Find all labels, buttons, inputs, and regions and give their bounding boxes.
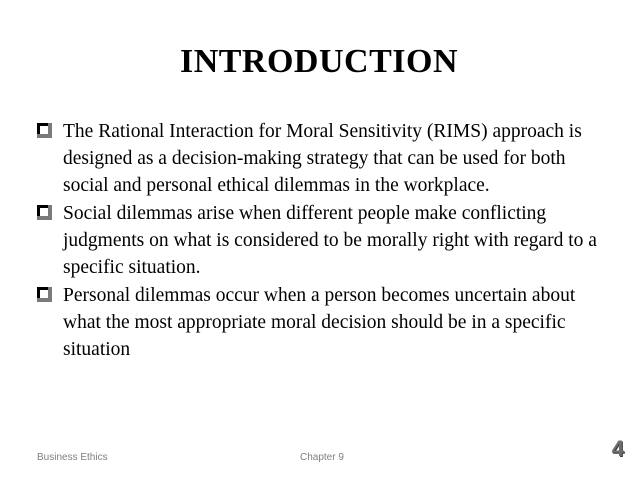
bullet-text: Social dilemmas arise when different people make conflicting judgments on what is considered to be morally right with regard to a specific situation. xyxy=(63,203,597,278)
hollow-square-bullet-icon xyxy=(37,287,52,302)
bullet-item xyxy=(37,282,607,363)
hollow-square-bullet-icon xyxy=(37,123,52,138)
footer-course: Business Ethics xyxy=(37,452,108,463)
footer-chapter: Chapter 9 xyxy=(300,452,344,463)
slide-title: INTRODUCTION xyxy=(179,43,459,80)
bullet-text: Personal dilemmas occur when a person becomes uncertain about what the most appropriate moral decision should be in a specific situation xyxy=(63,285,576,360)
bullet-item xyxy=(37,200,607,281)
bullet-text: The Rational Interaction for Moral Sensitivity (RIMS) approach is designed as a decision-making strategy that can be used for both social and personal ethical dilemmas in the workplace. xyxy=(63,121,582,196)
page-number: 4 xyxy=(611,436,624,461)
bullet-list xyxy=(37,118,607,364)
hollow-square-bullet-icon xyxy=(37,205,52,220)
bullet-item xyxy=(37,118,607,199)
